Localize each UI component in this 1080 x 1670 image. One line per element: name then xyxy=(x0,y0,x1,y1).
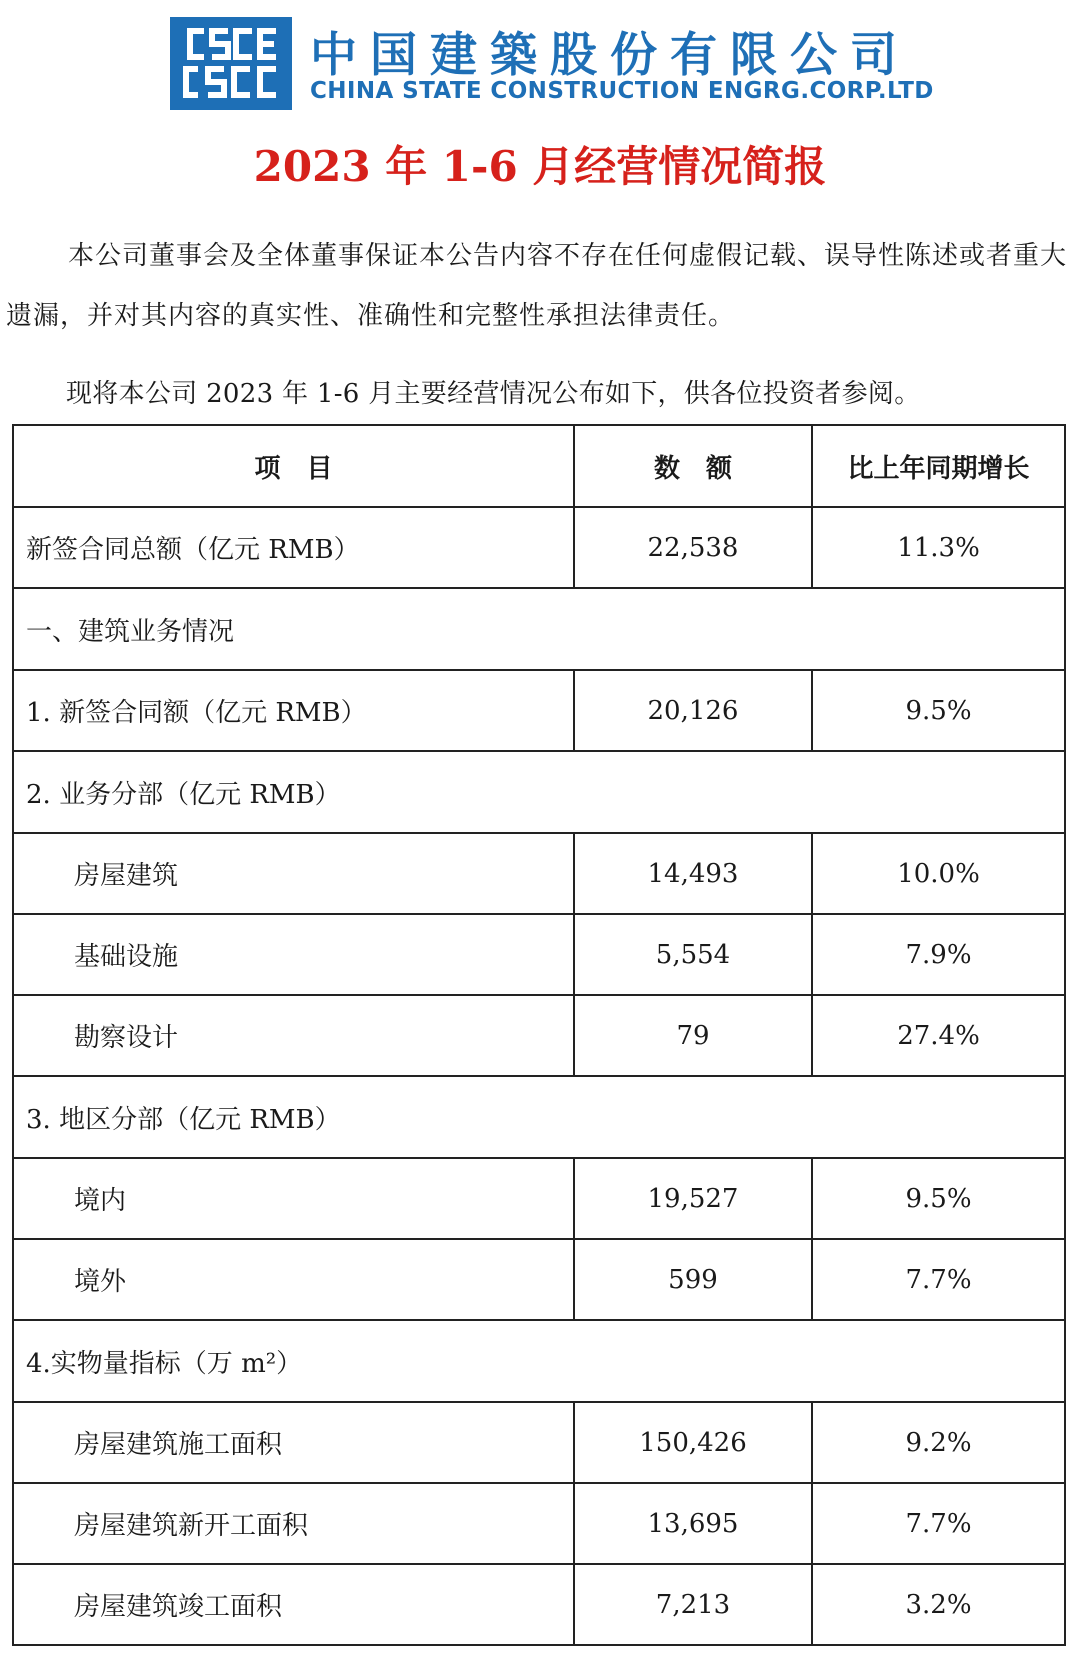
row-value: 19,527 xyxy=(574,1158,812,1239)
table-row xyxy=(13,1158,1065,1239)
section-label: 3. 地区分部（亿元 RMB） xyxy=(13,1076,1065,1158)
cscec-logo-mark xyxy=(170,17,292,110)
disclaimer-paragraph: 本公司董事会及全体董事保证本公告内容不存在任何虚假记载、误导性陈述或者重大遗漏，并对其内容的真实性、准确性和完整性承担法律责任。 xyxy=(6,241,1068,331)
row-growth: 7.7% xyxy=(812,1239,1065,1320)
row-label: 境内 xyxy=(13,1158,574,1239)
row-growth: 9.5% xyxy=(812,1158,1065,1239)
section-row xyxy=(13,751,1065,833)
row-value: 14,493 xyxy=(574,833,812,914)
row-value: 5,554 xyxy=(574,914,812,995)
row-label: 房屋建筑 xyxy=(13,833,574,914)
row-growth: 11.3% xyxy=(812,507,1065,588)
table-row xyxy=(13,1564,1065,1645)
table-row xyxy=(13,670,1065,751)
section-row xyxy=(13,588,1065,670)
row-label: 新签合同总额（亿元 RMB） xyxy=(13,507,574,588)
table-row xyxy=(13,1483,1065,1564)
company-name-cn: 中国建築股份有限公司 xyxy=(310,28,910,83)
table-row xyxy=(13,995,1065,1076)
row-value: 22,538 xyxy=(574,507,812,588)
table-row xyxy=(13,507,1065,588)
table-row xyxy=(13,833,1065,914)
row-value: 20,126 xyxy=(574,670,812,751)
section-label: 2. 业务分部（亿元 RMB） xyxy=(13,751,1065,833)
row-growth: 3.2% xyxy=(812,1564,1065,1645)
row-growth: 7.7% xyxy=(812,1483,1065,1564)
row-value: 7,213 xyxy=(574,1564,812,1645)
header-amount: 数 额 xyxy=(574,425,812,507)
table-row xyxy=(13,1239,1065,1320)
row-label: 境外 xyxy=(13,1239,574,1320)
row-growth: 7.9% xyxy=(812,914,1065,995)
row-growth: 9.5% xyxy=(812,670,1065,751)
table-row xyxy=(13,1402,1065,1483)
row-value: 79 xyxy=(574,995,812,1076)
row-growth: 27.4% xyxy=(812,995,1065,1076)
row-label: 房屋建筑竣工面积 xyxy=(13,1564,574,1645)
company-header xyxy=(170,14,940,114)
row-value: 13,695 xyxy=(574,1483,812,1564)
operations-table xyxy=(12,424,1066,1646)
row-label: 房屋建筑施工面积 xyxy=(13,1402,574,1483)
header-item: 项 目 xyxy=(13,425,574,507)
row-label: 基础设施 xyxy=(13,914,574,995)
report-title: 2023 年 1-6 月经营情况简报 xyxy=(253,142,827,191)
row-growth: 9.2% xyxy=(812,1402,1065,1483)
row-label: 房屋建筑新开工面积 xyxy=(13,1483,574,1564)
section-label: 一、建筑业务情况 xyxy=(13,588,1065,670)
row-label: 勘察设计 xyxy=(13,995,574,1076)
row-value: 150,426 xyxy=(574,1402,812,1483)
section-label: 4.实物量指标（万 m²） xyxy=(13,1320,1065,1402)
table-row xyxy=(13,914,1065,995)
company-name-en: CHINA STATE CONSTRUCTION ENGRG.CORP.LTD xyxy=(310,78,934,104)
section-row xyxy=(13,1320,1065,1402)
row-growth: 10.0% xyxy=(812,833,1065,914)
section-row xyxy=(13,1076,1065,1158)
header-growth: 比上年同期增长 xyxy=(812,425,1065,507)
row-label: 1. 新签合同额（亿元 RMB） xyxy=(13,670,574,751)
intro-paragraph: 现将本公司 2023 年 1-6 月主要经营情况公布如下，供各位投资者参阅。 xyxy=(66,379,921,409)
table-header-row xyxy=(13,425,1065,507)
row-value: 599 xyxy=(574,1239,812,1320)
cscec-logo xyxy=(170,17,292,110)
